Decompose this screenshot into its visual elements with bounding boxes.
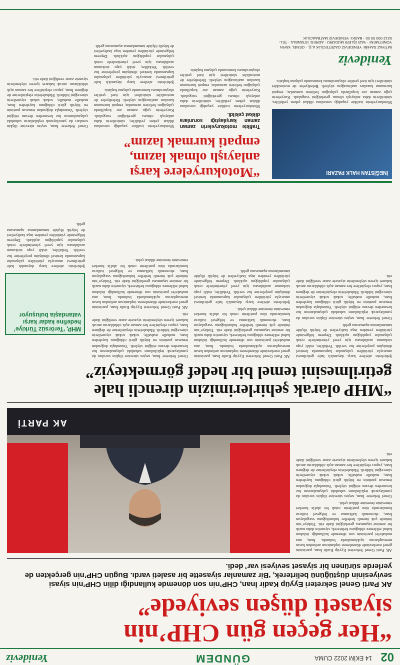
article-column-3 — [194, 187, 290, 359]
divider — [7, 402, 392, 403]
column-text: AK Parti Genel Sekreteri Eyyüp Kadir İnan, partisinin genel merkezinde düzenlenen toplantının ardından basın mensuplarına açıklamalarda bulundu. İnan, ana muhalefet partisinin son dönemde kullandığı üslubun kabul edilemez olduğunu belirterek, siyasetin daha nazik bir zemine taşınması gerektiğini ifade etti. Türkiye’nin önünde çok önemli hedefler bulunduğunu vurgulayan İnan, ekonomik kalkınma ve bölgesel istikrar konularında tüm partilerin ortak bir akılla hareket etmesinin önemine dikkat çekti. — [194, 307, 290, 359]
divider — [7, 558, 392, 559]
issue-date: 14 EKİM 2022 CUMA — [314, 654, 372, 660]
main-subheadline: AK Parti Genel Sekreteri Eyyüp Kadir İnan, CHP’nin son dönemde kullandığı dilin CHP’nin siyasi seviyesinin düştüğünü belirterek, ‘Bir zamanlar siyasette bir asaleti vardı. Bugün CHP’nin gerçekten de yerlerde sürünen bir siyaset seviyesi var’ dedi. — [24, 562, 392, 589]
column-text: Şehirlerin afetlere karşı dayanıklı hale getirilmesi amacıyla yürütülen çalışmalar kapsamında kentsel dönüşüm projelerine hız verildi. Yetkililer, riskli yapı stokunun azaltılması için yerel yönetimlerle ortak çalışmalar yapıldığını açıkladı. Deprem bölgesinde yürütülen yeniden inşa faaliyetleri de büyük ölçüde tamamlanma aşamasına geldi. — [94, 43, 174, 86]
lower-headline: “Motokuryelere karşı anlayışlı olmak lazım, empati kurmak lazım” — [123, 134, 260, 179]
article-column-2 — [296, 187, 392, 359]
column-text: Genel Sekreter İnan, seçim sürecine ilişkin soruları da yanıtlayarak teşkilatların sahadaki çalışmalarının hız kesmeden devam ettiğini söyledi. Vatandaşla doğrudan temasın partinin en büyük gücü olduğunu kaydeden İnan, mahalle mahalle, sokak sokak ziyaretlerin süreceğini bildirdi. Muhalefetin eleştirilerine de değinen İnan, yapıcı eleştirilere her zaman açık olduklarını ancak hakaret içeren söylemlerin siyasete zarar verdiğini ifade etti. — [296, 273, 392, 321]
imprint-text: İMTİYAZ SAHİBİ: YENİDEVİZ GAZETECİLİK A.Ş. · GENEL YAYIN YÖNETMENİ · YAZI İŞLERİ MÜDÜRÜ · ADRES: İSTANBUL · TEL: 0212 000 00 00 · BASKI: YENİDEVİZ MATBAACILIK — [279, 35, 392, 49]
page-number: 02 — [380, 650, 394, 664]
stage-banner-text: AK PARTİ — [17, 418, 67, 428]
masthead-logo: Yenideviz — [6, 652, 49, 664]
lower-column-4 — [7, 14, 88, 129]
column-text: Şehirlerin afetlere karşı dayanıklı hale getirilmesi amacıyla yürütülen çalışmalar kapsamında kentsel dönüşüm projelerine hız verildi. Yetkililer, riskli yapı stokunun azaltılması için yerel yönetimlerle ortak çalışmalar yapıldığını açıkladı. Deprem bölgesinde yürütülen yeniden inşa faaliyetleri de büyük ölçüde tamamlanma aşamasına geldi. — [7, 222, 85, 269]
turkish-flag — [7, 443, 68, 553]
highlight-box — [5, 273, 85, 335]
column-text: Genel Sekreter İnan, seçim sürecine ilişkin soruları da yanıtlayarak teşkilatların sahadaki çalışmalarının hız kesmeden devam ettiğini söyledi. Vatandaşla doğrudan temasın partinin en büyük gücü olduğunu kaydeden İnan, mahalle mahalle, sokak sokak ziyaretlerin süreceğini bildirdi. Muhalefetin eleştirilerine de değinen İnan, yapıcı eleştirilere her zaman açık olduklarını ancak hakaret içeren söylemlerin siyasete zarar verdiğini ifade etti. — [296, 452, 392, 499]
article-column-4 — [92, 187, 188, 359]
divider — [7, 182, 392, 184]
column-text: Motokuryelerin trafikte yaşadığı sorunlara dikkat çeken yetkililer, sürücülerin daha anlayışlı olması gerektiğini vurguladı. Kuryelerin çoğu zaman zor koşullarda çalıştığını belirten uzmanlar, empati kurmanın kazaları azaltacağını söyledi. Belediyeler de motosiklet sürücüleri için özel şeritler oluşturulması konusunda çalışma başlattı. — [272, 79, 392, 105]
column-text: AK Parti Genel Sekreteri Eyyüp Kadir İnan, partisinin genel merkezinde düzenlenen toplantının ardından basın mensuplarına açıklamalarda bulundu. İnan, ana muhalefet partisinin son dönemde kullandığı üslubun kabul edilemez olduğunu belirterek, siyasetin daha nazik bir zemine taşınması gerektiğini ifade etti. Türkiye’nin önünde çok önemli hedefler bulunduğunu vurgulayan İnan, ekonomik kalkınma ve bölgesel istikrar konularında tüm partilerin ortak bir akılla hareket etmesinin önemine dikkat çekti. — [296, 501, 392, 553]
column-text: Genel Sekreter İnan, seçim sürecine ilişkin soruları da yanıtlayarak teşkilatların sahadaki çalışmalarının hız kesmeden devam ettiğini söyledi. Vatandaşla doğrudan temasın partinin en büyük gücü olduğunu kaydeden İnan, mahalle mahalle, sokak sokak ziyaretlerin süreceğini bildirdi. Muhalefetin eleştirilerine de değinen İnan, yapıcı eleştirilere her zaman açık olduklarını ancak hakaret içeren söylemlerin siyasete zarar verdiğini ifade etti. — [92, 312, 188, 359]
article-column-1 — [296, 405, 392, 553]
highlight-box-title: MHP, ‘Terörsüz Türkiye’ hedefine kadar karşı vatandaşla buluşuyor — [14, 311, 81, 331]
lower-column-3 — [94, 14, 174, 129]
market-photo — [272, 109, 392, 179]
imprint-logo: Yenideviz — [338, 52, 392, 67]
column-text: Genel Sekreter İnan, seçim sürecine ilişkin soruları da yanıtlayarak teşkilatların sahadaki çalışmalarının hız kesmeden devam ettiğini söyledi. Vatandaşla doğrudan temasın partinin en büyük gücü olduğunu kaydeden İnan, mahalle mahalle, sokak sokak ziyaretlerin süreceğini bildirdi. Muhalefetin eleştirilerine de değinen İnan, yapıcı eleştirilere her zaman açık olduklarını ancak hakaret içeren söylemlerin siyasete zarar verdiğini ifade etti. — [7, 77, 88, 129]
column-text: Motokuryelerin trafikte yaşadığı sorunlara dikkat çeken yetkililer, sürücülerin daha anlayışlı olması gerektiğini vurguladı. Kuryelerin çoğu zaman zor koşullarda çalıştığını belirten uzmanlar, empati kurmanın kazaları azaltacağını söyledi. Belediyeler de motosiklet sürücüleri için özel şeritler oluşturulması konusunda çalışma başlattı. — [180, 67, 260, 109]
turkish-flag — [230, 443, 290, 553]
main-headline: “Her geçen gün CHP’nin siyaseti düşen seviyede” — [123, 593, 392, 646]
speaker-figure — [95, 438, 195, 533]
lower-column-1 — [272, 69, 392, 105]
column-text: Şehirlerin afetlere karşı dayanıklı hale getirilmesi amacıyla yürütülen çalışmalar kapsamında kentsel dönüşüm projelerine hız verildi. Yetkililer, riskli yapı stokunun azaltılması için yerel yönetimlerle ortak çalışmalar yapıldığını açıkladı. Deprem bölgesinde yürütülen yeniden inşa faaliyetleri de büyük ölçüde tamamlanma aşamasına geldi. — [194, 268, 290, 305]
lower-column-2 — [180, 14, 260, 129]
column-text: AK Parti Genel Sekreteri Eyyüp Kadir İnan, partisinin genel merkezinde düzenlenen toplantının ardından basın mensuplarına açıklamalarda bulundu. İnan, ana muhalefet partisinin son dönemde kullandığı üslubun kabul edilemez olduğunu belirterek, siyasetin daha nazik bir zemine taşınması gerektiğini ifade etti. Türkiye’nin önünde çok önemli hedefler bulunduğunu vurgulayan İnan, ekonomik kalkınma ve bölgesel istikrar konularında tüm partilerin ortak bir akılla hareket etmesinin önemine dikkat çekti. — [92, 258, 188, 311]
speaker-photo — [7, 408, 290, 553]
second-headline: “MHP olarak şehirlerimizin direncli hale getirilmesini temel bir hedef görmekteyiz” — [85, 363, 392, 400]
market-photo-label: İNEĞİSTAN HALK PAZARI — [326, 169, 388, 175]
article-column-5 — [7, 187, 85, 269]
column-text: Motokuryelerin trafikte yaşadığı sorunlara dikkat çeken yetkililer, sürücülerin daha anlayışlı olması gerektiğini vurguladı. Kuryelerin çoğu zaman zor koşullarda çalıştığını belirten uzmanlar, empati kurmanın kazaları azaltacağını söyledi. Belediyeler de motosiklet sürücüleri için özel şeritler oluşturulması konusunda çalışma başlattı. — [94, 87, 174, 129]
page-header — [0, 648, 400, 665]
lead-text: Trafikte motokuryelerin zaman zaman karşılaştığı sorunlara dikkat çekildi. — [180, 111, 260, 129]
column-text: Şehirlerin afetlere karşı dayanıklı hale getirilmesi amacıyla yürütülen çalışmalar kapsamında kentsel dönüşüm projelerine hız verildi. Yetkililer, riskli yapı stokunun azaltılması için yerel yönetimlerle ortak çalışmalar yapıldığını açıkladı. Deprem bölgesinde yürütülen yeniden inşa faaliyetleri de büyük ölçüde tamamlanma aşamasına geldi. — [296, 322, 392, 359]
section-title: GÜNDEM — [195, 652, 250, 664]
page-footer — [0, 0, 400, 10]
